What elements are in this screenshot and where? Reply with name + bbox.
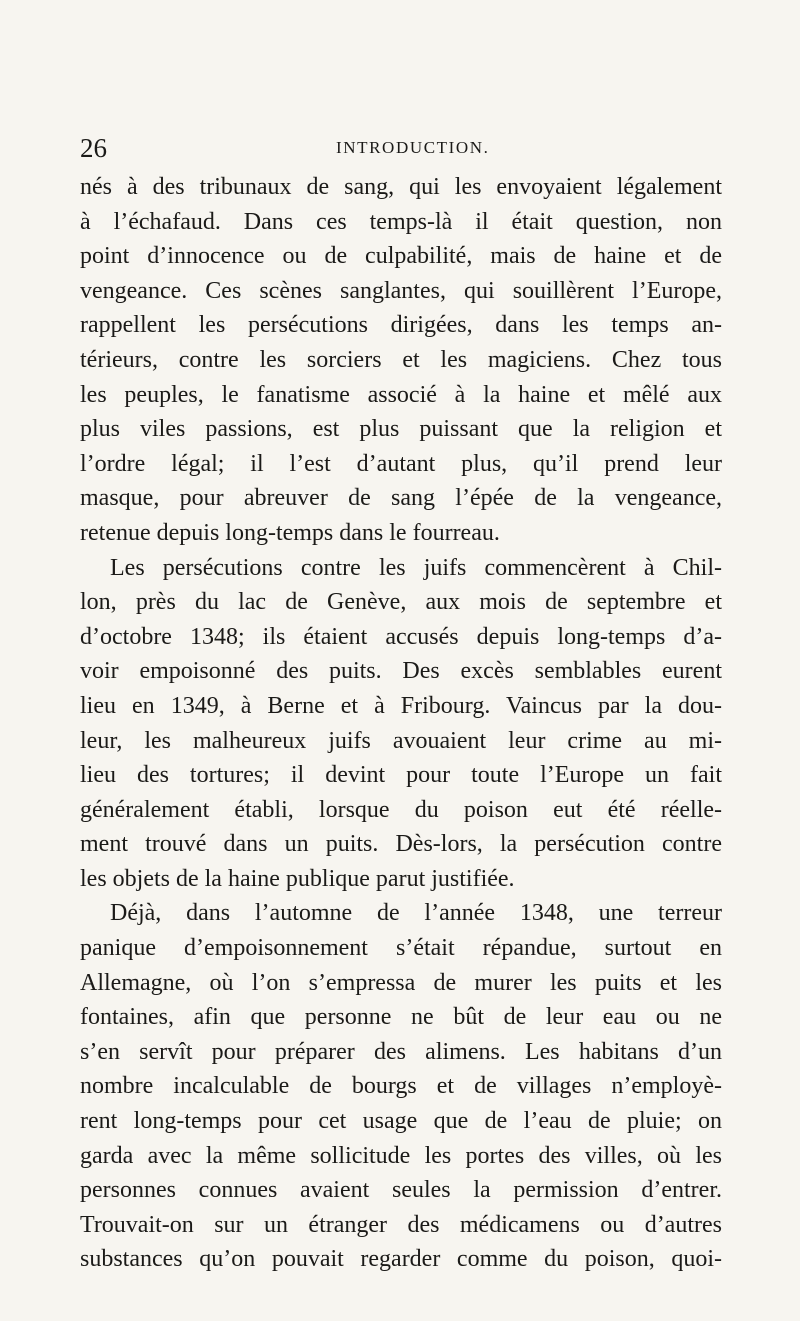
text-line: rent long-temps pour cet usage que de l’eau de pluie; on xyxy=(80,1108,722,1135)
text-line: Déjà, dans l’automne de l’année 1348, une terreur xyxy=(110,900,722,927)
text-line: Trouvait-on sur un étranger des médicamens ou d’autres xyxy=(80,1211,722,1238)
text-line: les objets de la haine publique parut justifiée. xyxy=(80,865,515,892)
text-line: fontaines, afin que personne ne bût de leur eau ou ne xyxy=(80,1004,722,1031)
text-line: point d’innocence ou de culpabilité, mais de haine et de xyxy=(80,243,722,270)
text-line: rappellent les persécutions dirigées, dans les temps an- xyxy=(80,312,722,339)
page-number: 26 xyxy=(80,133,107,163)
text-line: vengeance. Ces scènes sanglantes, qui souillèrent l’Europe, xyxy=(80,277,722,304)
body-text xyxy=(80,170,722,1277)
text-line: masque, pour abreuver de sang l’épée de la vengeance, xyxy=(80,485,722,512)
text-line: retenue depuis long-temps dans le fourreau. xyxy=(80,519,500,546)
text-line: plus viles passions, est plus puissant que la religion et xyxy=(80,416,722,443)
text-line: substances qu’on pouvait regarder comme du poison, quoi- xyxy=(80,1246,722,1273)
running-head: INTRODUCTION. xyxy=(336,138,490,157)
text-line: l’ordre légal; il l’est d’autant plus, qu’il prend leur xyxy=(80,450,722,477)
text-line: garda avec la même sollicitude les portes des villes, où les xyxy=(80,1142,722,1169)
text-line: lieu en 1349, à Berne et à Fribourg. Vaincus par la dou- xyxy=(80,692,722,719)
text-line: lon, près du lac de Genève, aux mois de septembre et xyxy=(80,589,722,616)
text-line: térieurs, contre les sorciers et les magiciens. Chez tous xyxy=(80,346,722,373)
text-line: lieu des tortures; il devint pour toute l’Europe un fait xyxy=(80,762,722,789)
text-line: généralement établi, lorsque du poison eut été réelle- xyxy=(80,796,722,823)
page-header xyxy=(80,133,720,163)
text-line: nés à des tribunaux de sang, qui les envoyaient légalement xyxy=(80,174,722,200)
text-line: voir empoisonné des puits. Des excès semblables eurent xyxy=(80,658,722,685)
text-line: d’octobre 1348; ils étaient accusés depuis long-temps d’a- xyxy=(80,623,722,650)
text-line: à l’échafaud. Dans ces temps-là il était question, non xyxy=(80,208,722,235)
text-line: Allemagne, où l’on s’empressa de murer les puits et les xyxy=(80,969,722,996)
text-line: panique d’empoisonnement s’était répandue, surtout en xyxy=(80,935,722,962)
text-line: nombre incalculable de bourgs et de villages n’employè- xyxy=(80,1073,722,1100)
text-line: les peuples, le fanatisme associé à la haine et mêlé aux xyxy=(80,381,722,408)
text-line: personnes connues avaient seules la permission d’entrer. xyxy=(80,1177,722,1204)
text-line: leur, les malheureux juifs avouaient leur crime au mi- xyxy=(80,727,722,754)
text-line: s’en servît pour préparer des alimens. Les habitans d’un xyxy=(80,1038,722,1065)
text-line: ment trouvé dans un puits. Dès-lors, la persécution contre xyxy=(80,831,722,858)
text-line: Les persécutions contre les juifs commencèrent à Chil- xyxy=(110,554,722,581)
